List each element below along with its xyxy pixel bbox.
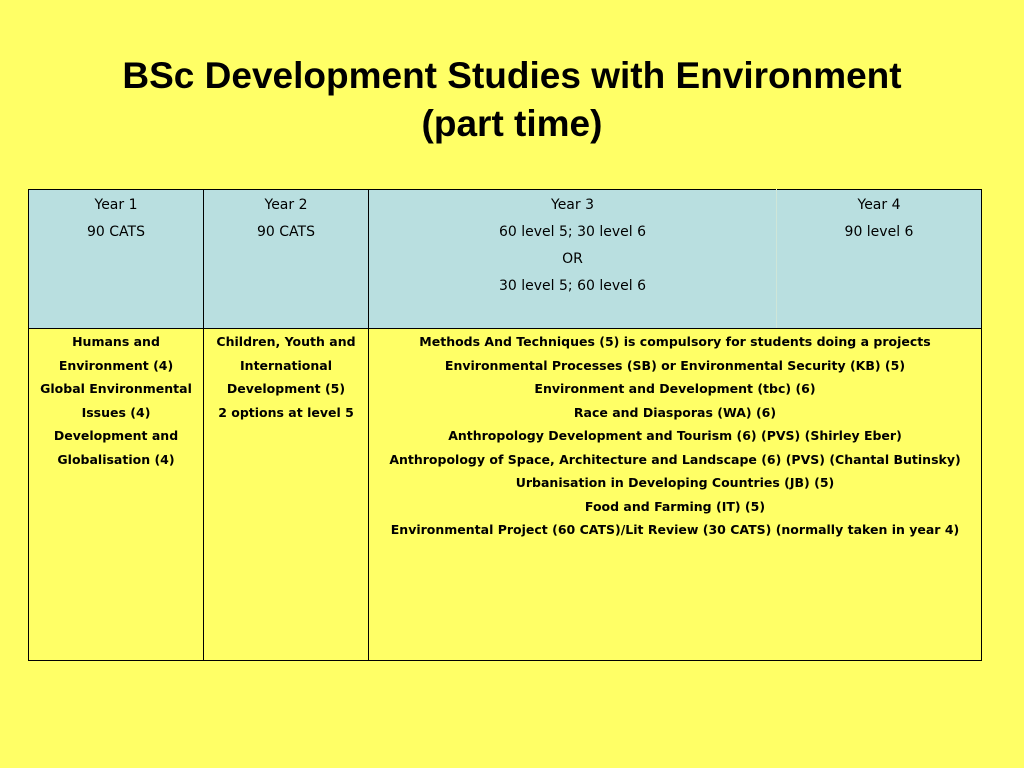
slide-title bbox=[0, 52, 1024, 148]
module-year-1: Humans and Environment (4) bbox=[58, 334, 174, 373]
year-1-credits: 90 CATS bbox=[87, 224, 145, 240]
year-1-modules-cell bbox=[29, 329, 204, 661]
header-cell-year-3 bbox=[369, 190, 777, 329]
year-3-credits-option-2: 30 level 5; 60 level 6 bbox=[499, 278, 646, 294]
module-year-3-4: Anthropology of Space, Architecture and Landscape (6) (PVS) (Chantal Butinsky) bbox=[389, 451, 961, 467]
module-year-3-4: Methods And Techniques (5) is compulsory for students doing a projects bbox=[419, 334, 931, 349]
table-modules-row bbox=[29, 329, 982, 661]
module-year-2: 2 options at level 5 bbox=[218, 404, 354, 420]
header-cell-year-2 bbox=[204, 190, 369, 329]
slide-title-line-2: (part time) bbox=[421, 103, 603, 144]
module-year-3-4: Race and Diasporas (WA) (6) bbox=[573, 404, 777, 420]
module-year-3-4: Environmental Processes (SB) or Environmental Security (KB) (5) bbox=[444, 357, 906, 373]
programme-table bbox=[28, 189, 982, 661]
module-year-3-4: Food and Farming (IT) (5) bbox=[584, 498, 766, 514]
module-year-1: Development and Globalisation (4) bbox=[53, 428, 179, 467]
header-cell-year-1 bbox=[29, 190, 204, 329]
module-year-3-4: Environmental Project (60 CATS)/Lit Review (30 CATS) (normally taken in year 4) bbox=[390, 522, 960, 537]
year-3-4-modules-cell bbox=[369, 329, 982, 661]
table-header-row bbox=[29, 190, 982, 329]
year-4-label: Year 4 bbox=[857, 197, 901, 213]
year-4-credits: 90 level 6 bbox=[844, 224, 914, 240]
module-year-3-4: Environment and Development (tbc) (6) bbox=[534, 381, 816, 396]
year-2-modules-cell bbox=[204, 329, 369, 661]
year-2-label: Year 2 bbox=[264, 197, 308, 213]
header-cell-year-4 bbox=[777, 190, 982, 329]
slide-title-line-1: BSc Development Studies with Environment bbox=[122, 55, 902, 96]
module-year-1: Global Environmental Issues (4) bbox=[40, 381, 192, 420]
year-2-credits: 90 CATS bbox=[257, 224, 315, 240]
year-3-label: Year 3 bbox=[551, 197, 594, 213]
module-year-3-4: Anthropology Development and Tourism (6) (PVS) (Shirley Eber) bbox=[448, 428, 902, 443]
module-year-2: Children, Youth and International Development (5) bbox=[216, 334, 356, 396]
year-1-label: Year 1 bbox=[94, 197, 138, 213]
year-3-credits-option-1: 60 level 5; 30 level 6 bbox=[499, 224, 646, 240]
module-year-3-4: Urbanisation in Developing Countries (JB) (5) bbox=[515, 475, 835, 490]
year-3-or: OR bbox=[562, 251, 583, 267]
